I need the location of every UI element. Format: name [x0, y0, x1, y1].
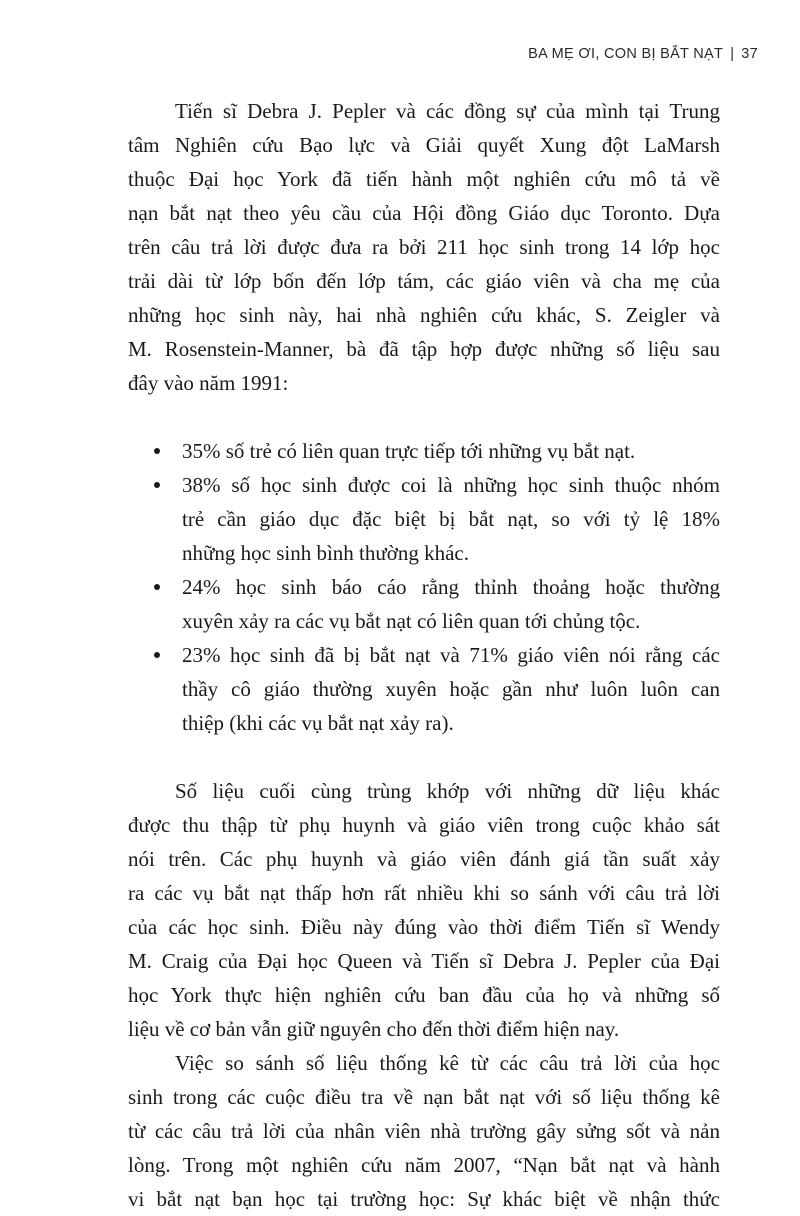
text-line: những học sinh này, hai nhà nghiên cứu khác, S. Zeigler và: [128, 303, 720, 327]
text-line: vi bắt nạt bạn học tại trường học: Sự khác biệt về nhận thức: [128, 1187, 720, 1211]
book-title: BA MẸ ƠI, CON BỊ BẮT NẠT: [528, 46, 724, 62]
paragraph-comparison: [128, 1046, 720, 1216]
text-line: được thu thập từ phụ huynh và giáo viên trong cuộc khảo sát: [128, 813, 720, 837]
text-line: Việc so sánh số liệu thống kê từ các câu trả lời của học: [175, 1051, 720, 1075]
text-line: sinh trong các cuộc điều tra về nạn bắt nạt với số liệu thống kê: [128, 1085, 720, 1109]
statistics-list: [150, 434, 720, 740]
paragraph-findings: [128, 774, 720, 1046]
text-line: 38% số học sinh được coi là những học sinh thuộc nhóm: [182, 473, 720, 497]
text-line: từ các câu trả lời của nhân viên nhà trường gây sửng sốt và nản: [128, 1119, 720, 1143]
text-line: của các học sinh. Điều này đúng vào thời điểm Tiến sĩ Wendy: [128, 915, 720, 939]
bullet-icon: [154, 584, 160, 590]
text-line: Tiến sĩ Debra J. Pepler và các đồng sự của mình tại Trung: [175, 99, 720, 123]
bullet-icon: [154, 482, 160, 488]
text-line: tâm Nghiên cứu Bạo lực và Giải quyết Xung đột LaMarsh: [128, 133, 720, 157]
bullet-icon: [154, 652, 160, 658]
list-item: [150, 638, 720, 740]
text-line: đây vào năm 1991:: [128, 371, 289, 395]
header-separator: |: [730, 46, 735, 62]
page-number: 37: [741, 46, 758, 62]
text-line: trẻ cần giáo dục đặc biệt bị bắt nạt, so với tỷ lệ 18%: [182, 507, 720, 531]
text-line: nạn bắt nạt theo yêu cầu của Hội đồng Giáo dục Toronto. Dựa: [128, 201, 720, 225]
list-item: [150, 434, 720, 468]
text-line: trải dài từ lớp bốn đến lớp tám, các giáo viên và cha mẹ của: [128, 269, 720, 293]
text-line: những học sinh bình thường khác.: [182, 541, 470, 565]
text-line: Số liệu cuối cùng trùng khớp với những dữ liệu khác: [175, 779, 720, 803]
running-header: [528, 46, 758, 62]
text-line: 24% học sinh báo cáo rằng thỉnh thoảng hoặc thường: [182, 575, 720, 599]
text-line: trên câu trả lời được đưa ra bởi 211 học sinh trong 14 lớp học: [128, 235, 720, 259]
text-line: học York thực hiện nghiên cứu ban đầu của họ và những số: [128, 983, 720, 1007]
text-line: M. Craig của Đại học Queen và Tiến sĩ Debra J. Pepler của Đại: [128, 949, 720, 973]
text-line: liệu về cơ bản vẫn giữ nguyên cho đến thời điểm hiện nay.: [128, 1017, 620, 1041]
text-line: ra các vụ bắt nạt thấp hơn rất nhiều khi so sánh với câu trả lời: [128, 881, 720, 905]
bullet-icon: [154, 448, 160, 454]
text-line: M. Rosenstein-Manner, bà đã tập hợp được những số liệu sau: [128, 337, 720, 361]
text-line: thuộc Đại học York đã tiến hành một nghiên cứu mô tả về: [128, 167, 720, 191]
text-line: lòng. Trong một nghiên cứu năm 2007, “Nạn bắt nạt và hành: [128, 1153, 720, 1177]
text-line: thầy cô giáo thường xuyên hoặc gần như luôn luôn can: [182, 677, 720, 701]
list-item: [150, 570, 720, 638]
text-line: nói trên. Các phụ huynh và giáo viên đánh giá tần suất xảy: [128, 847, 720, 871]
text-line: 35% số trẻ có liên quan trực tiếp tới những vụ bắt nạt.: [182, 439, 636, 463]
list-item: [150, 468, 720, 570]
paragraph-intro: [128, 94, 720, 400]
text-line: thiệp (khi các vụ bắt nạt xảy ra).: [182, 711, 454, 735]
text-line: xuyên xảy ra các vụ bắt nạt có liên quan tới chủng tộc.: [182, 609, 641, 633]
text-line: 23% học sinh đã bị bắt nạt và 71% giáo viên nói rằng các: [182, 643, 720, 667]
